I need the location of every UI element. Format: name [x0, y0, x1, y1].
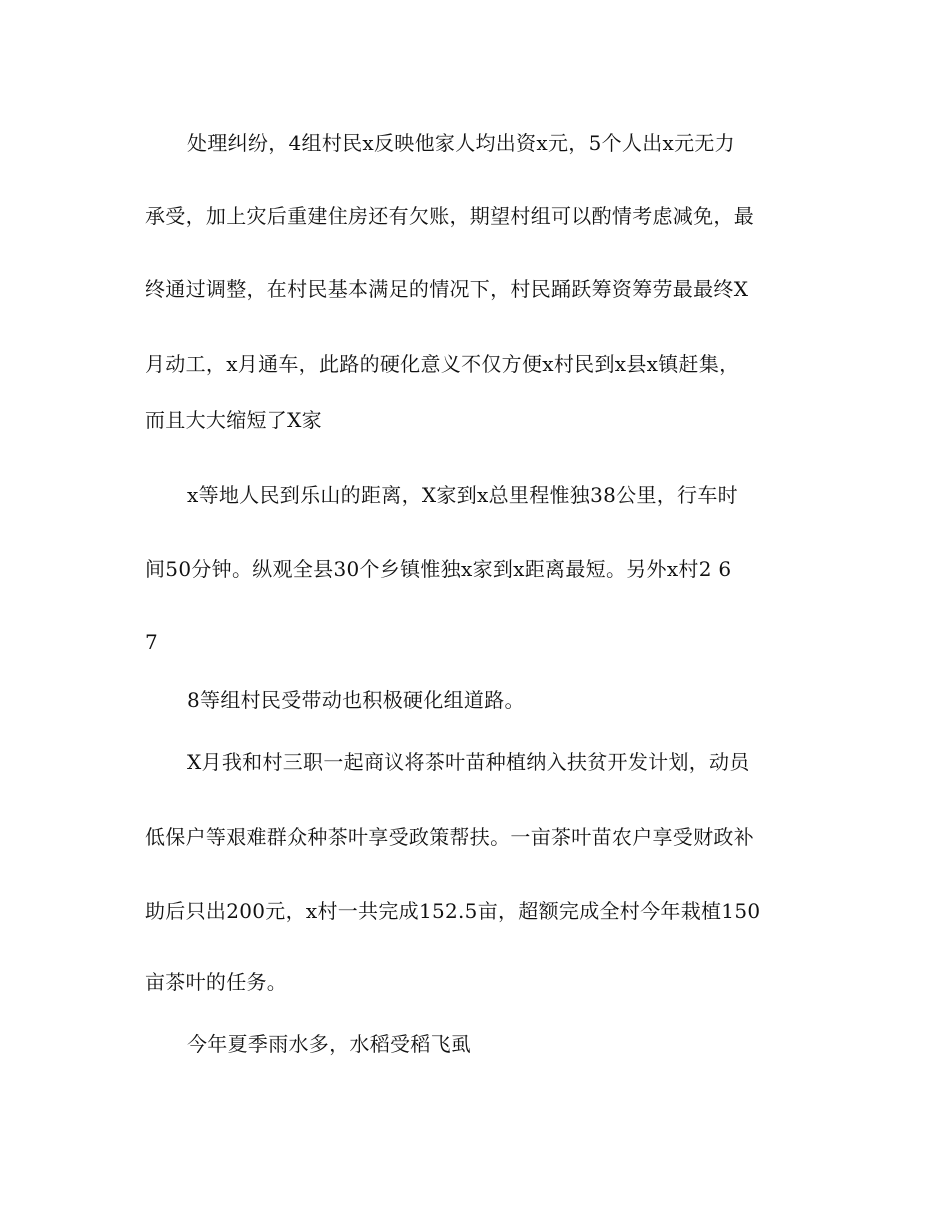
- text-line: 处理纠纷，4组村民x反映他家人均出资x元，5个人出x元无力: [187, 131, 735, 155]
- text-line: x等地人民到乐山的距离，X家到x总里程惟独38公里，行车时: [187, 483, 738, 507]
- text-line: 终通过调整，在村民基本满足的情况下，村民踊跃筹资筹劳最最终X: [145, 277, 749, 301]
- text-line: 低保户等艰难群众种茶叶享受政策帮扶。一亩茶叶苗农户享受财政补: [145, 825, 754, 849]
- text-line: 承受，加上灾后重建住房还有欠账，期望村组可以酌情考虑减免，最: [145, 204, 754, 228]
- text-line: 助后只出200元，x村一共完成152.5亩，超额完成全村今年栽植150: [145, 899, 761, 923]
- text-line: 今年夏季雨水多，水稻受稻飞虱: [187, 1032, 472, 1056]
- text-line: 7: [145, 630, 159, 654]
- text-line: 8等组村民受带动也积极硬化组道路。: [187, 688, 525, 712]
- text-line: 亩茶叶的任务。: [145, 970, 288, 994]
- text-line: 月动工，x月通车，此路的硬化意义不仅方便x村民到x县x镇赶集，: [145, 352, 740, 376]
- text-line: X月我和村三职一起商议将茶叶苗种植纳入扶贫开发计划，动员: [187, 750, 750, 774]
- text-line: 间50分钟。纵观全县30个乡镇惟独x家到x距离最短。另外x村2 6: [145, 557, 732, 581]
- text-line: 而且大大缩短了X家: [145, 408, 322, 432]
